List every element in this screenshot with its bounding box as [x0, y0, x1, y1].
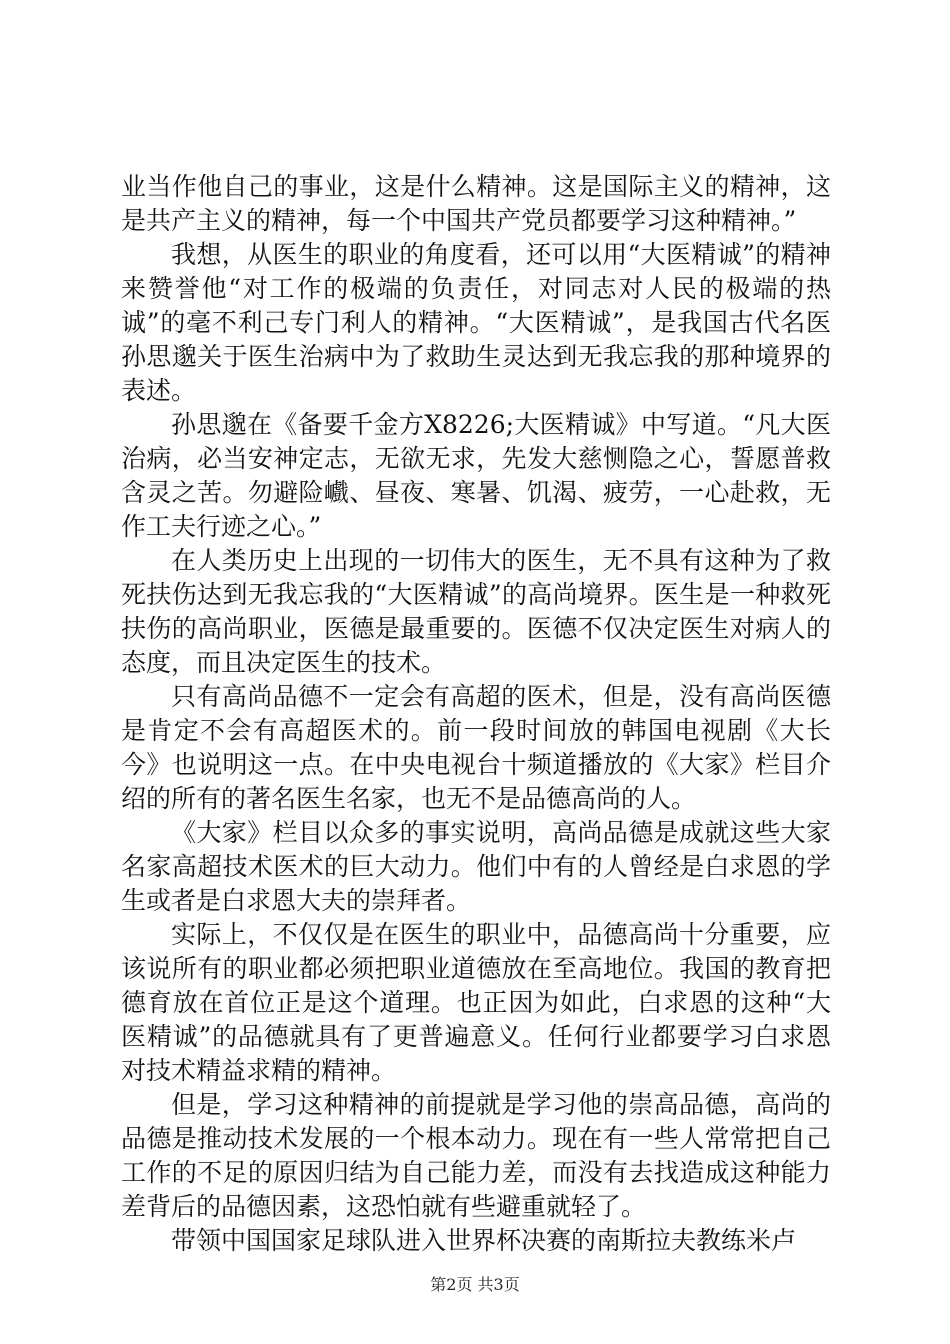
paragraph-1: 业当作他自己的事业，这是什么精神。这是国际主义的精神，这是共产主义的精神，每一个中国共产党员都要学习这种精神。”: [121, 172, 831, 235]
page-number-footer: 第2页 共3页: [430, 1275, 520, 1294]
paragraph-4: 在人类历史上出现的一切伟大的医生，无不具有这种为了救死扶伤达到无我忘我的“大医精诚”的高尚境界。医生是一种救死扶伤的高尚职业，医德是最重要的。医德不仅决定医生对病人的态度，而且决定医生的技术。: [121, 546, 831, 677]
document-body: [121, 170, 831, 1258]
paragraph-8: 但是，学习这种精神的前提就是学习他的崇高品德，高尚的品德是推动技术发展的一个根本动力。现在有一些人常常把自己工作的不足的原因归结为自己能力差，而没有去找造成这种能力差背后的品德因素，这恐怕就有些避重就轻了。: [121, 1090, 831, 1221]
paragraph-6: 《大家》栏目以众多的事实说明，高尚品德是成就这些大家名家高超技术医术的巨大动力。他们中有的人曾经是白求恩的学生或者是白求恩大夫的崇拜者。: [121, 818, 831, 915]
paragraph-7: 实际上，不仅仅是在医生的职业中，品德高尚十分重要，应该说所有的职业都必须把职业道德放在至高地位。我国的教育把德育放在首位正是这个道理。也正因为如此，白求恩的这种“大医精诚”的品德就具有了更普遍意义。任何行业都要学习白求恩对技术精益求精的精神。: [121, 920, 831, 1085]
paragraph-3: 孙思邈在《备要千金方X8226;大医精诚》中写道。“凡大医治病，必当安神定志，无欲无求，先发大慈恻隐之心，誓愿普救含灵之苦。勿避险巇、昼夜、寒暑、饥渴、疲劳，一心赴救，无作工夫行迹之心。”: [121, 410, 831, 541]
paragraph-2: 我想，从医生的职业的角度看，还可以用“大医精诚”的精神来赞誉他“对工作的极端的负责任，对同志对人民的极端的热诚”的毫不利己专门利人的精神。“大医精诚”，是我国古代名医孙思邈关于医生治病中为了救助生灵达到无我忘我的那种境界的表述。: [121, 240, 831, 405]
paragraph-9: 带领中国国家足球队进入世界杯决赛的南斯拉夫教练米卢: [171, 1226, 797, 1255]
paragraph-5: 只有高尚品德不一定会有高超的医术，但是，没有高尚医德是肯定不会有高超医术的。前一段时间放的韩国电视剧《大长今》也说明这一点。在中央电视台十频道播放的《大家》栏目介绍的所有的著名医生名家，也无不是品德高尚的人。: [121, 682, 831, 813]
